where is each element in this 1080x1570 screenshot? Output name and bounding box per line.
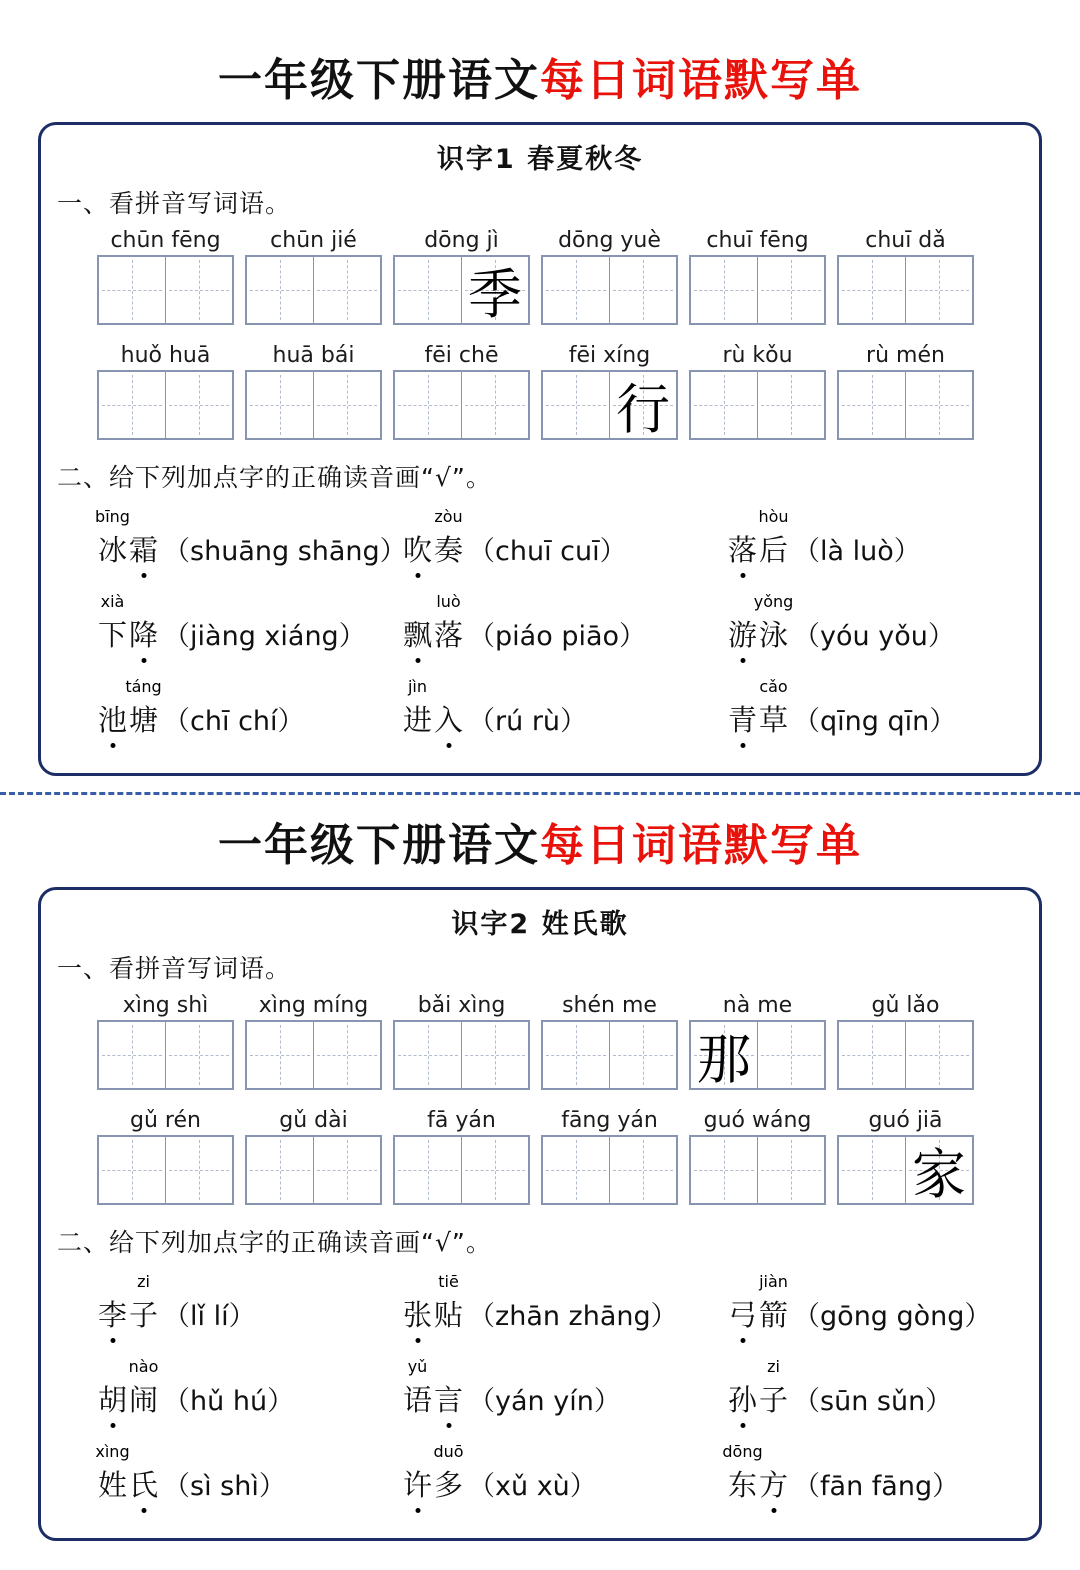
emphasis-dot xyxy=(740,658,745,663)
task-2-label: 二、给下列加点字的正确读音画“√”。 xyxy=(57,1228,492,1257)
word-char xyxy=(402,1293,433,1334)
grid-cell[interactable] xyxy=(543,257,610,323)
pronunciation-options: （xǔ xù） xyxy=(468,1471,597,1502)
pinyin-label: xìng shì xyxy=(122,993,209,1018)
emphasis-dot xyxy=(771,1508,776,1513)
pinyin-label: guó wáng xyxy=(703,1108,812,1133)
word xyxy=(402,592,464,654)
grid-cell[interactable] xyxy=(839,372,906,438)
char-text: 落 xyxy=(728,533,758,567)
choice-item[interactable] xyxy=(727,672,983,757)
char-text: 方 xyxy=(759,1468,789,1502)
char-text: 胡 xyxy=(98,1383,128,1417)
pronunciation-options: （lǐ lí） xyxy=(163,1301,256,1332)
char-text: 多 xyxy=(434,1468,464,1502)
pinyin-annotation: hòu xyxy=(758,507,789,526)
worksheet-root xyxy=(0,44,1080,1541)
grid-cell[interactable] xyxy=(462,1022,528,1088)
word xyxy=(97,1272,159,1334)
pinyin-label: dōng yuè xyxy=(558,228,661,253)
pronunciation-options: （là luò） xyxy=(793,536,921,567)
char-text: 言 xyxy=(434,1383,464,1417)
word-char xyxy=(433,1378,464,1419)
emphasis-dot xyxy=(740,743,745,748)
writing-grid xyxy=(245,1135,382,1205)
grid-cell[interactable] xyxy=(166,257,232,323)
word-char xyxy=(128,1463,159,1504)
char-text: 池 xyxy=(98,703,128,737)
pinyin-label: bǎi xìng xyxy=(417,993,506,1018)
char-text: 东 xyxy=(728,1468,758,1502)
pronunciation-options: （zhān zhāng） xyxy=(468,1301,678,1332)
pinyin-label: gǔ dài xyxy=(279,1108,348,1133)
grid-cell[interactable] xyxy=(543,372,610,438)
grid-cell[interactable] xyxy=(758,1137,824,1203)
pinyin-annotation: jìn xyxy=(407,677,428,696)
char-text: 氏 xyxy=(129,1468,159,1502)
pronunciation-options: （yóu yǒu） xyxy=(793,621,955,652)
grid-cell[interactable] xyxy=(314,372,380,438)
pinyin-label: chūn jié xyxy=(270,228,357,253)
word xyxy=(97,1357,159,1419)
char-text: 冰 xyxy=(98,533,128,567)
char-text: 塘 xyxy=(129,703,159,737)
word xyxy=(95,1442,159,1504)
word-char xyxy=(125,677,162,739)
pinyin-label: huā bái xyxy=(272,343,355,368)
pinyin-label: nà me xyxy=(722,993,793,1018)
worksheet-panel xyxy=(38,887,1042,1541)
char-text: 泳 xyxy=(759,618,789,652)
pinyin-row xyxy=(97,1108,983,1133)
pinyin-annotation: zòu xyxy=(434,507,463,526)
word xyxy=(722,1442,789,1504)
pinyin-annotation: cǎo xyxy=(759,677,788,696)
grid-cell[interactable] xyxy=(610,257,676,323)
word-char xyxy=(727,698,758,739)
title-text-black: 一年级下册语文 xyxy=(218,55,540,106)
writing-grid xyxy=(393,1135,530,1205)
pinyin-label: gǔ rén xyxy=(130,1108,201,1133)
writing-grid xyxy=(393,255,530,325)
choice-item[interactable] xyxy=(402,502,727,587)
emphasis-dot xyxy=(740,1338,745,1343)
char-text: 落 xyxy=(434,618,464,652)
grid-cell[interactable] xyxy=(691,1022,758,1091)
grid-cell[interactable] xyxy=(166,1137,232,1203)
writing-grid xyxy=(97,1020,234,1090)
pinyin-label: fā yán xyxy=(427,1108,496,1133)
writing-grid xyxy=(541,1020,678,1090)
emphasis-dot xyxy=(110,1423,115,1428)
writing-grid-row xyxy=(97,370,983,440)
pronunciation-options: （rú rù） xyxy=(468,706,588,737)
char-text: 入 xyxy=(434,703,464,737)
title-text-red: 每日词语默写单 xyxy=(540,55,862,106)
writing-grid xyxy=(97,1135,234,1205)
char-text: 张 xyxy=(403,1298,433,1332)
char-text: 霜 xyxy=(129,533,159,567)
pinyin-label: rù mén xyxy=(866,343,945,368)
choice-grid xyxy=(95,1267,992,1522)
grid-cell[interactable] xyxy=(166,1022,232,1088)
word-char xyxy=(128,1272,159,1334)
grid-cell[interactable] xyxy=(314,257,380,323)
pinyin-label: gǔ lǎo xyxy=(871,993,940,1018)
pinyin-label: chuī dǎ xyxy=(865,228,946,253)
char-text: 许 xyxy=(403,1468,433,1502)
choice-item[interactable] xyxy=(97,587,402,672)
word-char xyxy=(128,528,159,569)
pronunciation-options: （gōng gòng） xyxy=(793,1301,992,1332)
word xyxy=(727,1272,789,1334)
word-char xyxy=(433,1272,464,1334)
choice-item[interactable] xyxy=(97,1352,402,1437)
pinyin-label: rù kǒu xyxy=(722,343,793,368)
emphasis-dot xyxy=(110,1338,115,1343)
word xyxy=(727,507,789,569)
grid-cell[interactable] xyxy=(610,372,676,441)
grid-cell[interactable] xyxy=(610,1022,676,1088)
writing-grid xyxy=(837,1020,974,1090)
pinyin-annotation: bīng xyxy=(95,507,130,526)
grid-cell[interactable] xyxy=(543,1137,610,1203)
grid-cell[interactable] xyxy=(395,257,462,323)
emphasis-dot xyxy=(740,573,745,578)
word-char xyxy=(97,1293,128,1334)
word xyxy=(727,1357,789,1419)
lesson-title: 识字1 春夏秋冬 xyxy=(436,144,644,175)
writing-grid xyxy=(245,370,382,440)
pinyin-annotation: luò xyxy=(436,592,461,611)
pinyin-label: huǒ huā xyxy=(120,343,211,368)
word-char xyxy=(433,507,464,569)
word-char xyxy=(433,698,464,739)
grid-cell[interactable] xyxy=(247,1137,314,1203)
char-text: 子 xyxy=(759,1383,789,1417)
pinyin-label: fāng yán xyxy=(561,1108,658,1133)
word-char xyxy=(402,1357,433,1419)
pinyin-label: fēi xíng xyxy=(568,343,651,368)
grid-cell[interactable] xyxy=(314,1022,380,1088)
choice-item[interactable] xyxy=(95,502,407,587)
pinyin-annotation: zi xyxy=(137,1272,150,1291)
char-text: 飘 xyxy=(403,618,433,652)
word xyxy=(95,507,159,569)
answer-char: 季 xyxy=(468,262,522,326)
lesson-title: 识字2 姓氏歌 xyxy=(451,909,629,940)
choice-item[interactable] xyxy=(722,1437,991,1522)
pronunciation-options: （sì shì） xyxy=(163,1471,286,1502)
choice-item[interactable] xyxy=(402,1267,727,1352)
choice-item[interactable] xyxy=(97,1267,402,1352)
choice-item[interactable] xyxy=(402,672,727,757)
grid-cell[interactable] xyxy=(462,372,528,438)
pronunciation-options: （fān fāng） xyxy=(793,1471,960,1502)
writing-grid xyxy=(245,255,382,325)
word-char xyxy=(97,1378,128,1419)
writing-grid-row xyxy=(97,255,983,325)
pronunciation-options: （hǔ hú） xyxy=(163,1386,295,1417)
grid-cell[interactable] xyxy=(314,1137,380,1203)
task-2-label: 二、给下列加点字的正确读音画“√”。 xyxy=(57,463,492,492)
choice-item[interactable] xyxy=(97,1437,402,1522)
emphasis-dot xyxy=(141,658,146,663)
writing-grid xyxy=(689,255,826,325)
word xyxy=(402,1442,464,1504)
page-title xyxy=(0,44,1080,108)
word-char xyxy=(727,528,758,569)
grid-cell[interactable] xyxy=(906,372,972,438)
word-char xyxy=(758,1272,789,1334)
char-text: 语 xyxy=(403,1383,433,1417)
writing-grid xyxy=(541,370,678,440)
pinyin-annotation: duō xyxy=(433,1442,464,1461)
emphasis-dot xyxy=(415,1508,420,1513)
word xyxy=(402,507,464,569)
word-char xyxy=(727,613,758,654)
word xyxy=(402,1272,464,1334)
grid-cell[interactable] xyxy=(906,257,972,323)
pronunciation-options: （sūn sǔn） xyxy=(793,1386,953,1417)
char-text: 箭 xyxy=(759,1298,789,1332)
title-text-red: 每日词语默写单 xyxy=(540,820,862,871)
word xyxy=(727,677,789,739)
page-separator xyxy=(0,792,1080,795)
worksheet-panel xyxy=(38,122,1042,776)
writing-grid xyxy=(837,370,974,440)
grid-cell[interactable] xyxy=(166,372,232,438)
char-text: 游 xyxy=(728,618,758,652)
char-text: 子 xyxy=(129,1298,159,1332)
grid-cell[interactable] xyxy=(543,1022,610,1088)
word-char xyxy=(727,1378,758,1419)
writing-grid xyxy=(689,370,826,440)
emphasis-dot xyxy=(141,573,146,578)
char-text: 贴 xyxy=(434,1298,464,1332)
choice-item[interactable] xyxy=(402,1437,727,1522)
word-char xyxy=(758,1357,789,1419)
pinyin-annotation: jiàn xyxy=(759,1272,788,1291)
grid-cell[interactable] xyxy=(462,1137,528,1203)
writing-grid xyxy=(393,1020,530,1090)
task-1-label: 一、看拼音写词语。 xyxy=(57,954,292,983)
grid-cell[interactable] xyxy=(99,372,166,438)
worksheet-page-1 xyxy=(0,44,1080,776)
grid-cell[interactable] xyxy=(758,372,824,438)
grid-cell[interactable] xyxy=(610,1137,676,1203)
pinyin-annotation: xìng xyxy=(95,1442,130,1461)
grid-cell[interactable] xyxy=(691,1137,758,1203)
pronunciation-options: （qīng qīn） xyxy=(793,706,957,737)
pronunciation-options: （piáo piāo） xyxy=(468,621,647,652)
word-char xyxy=(402,613,433,654)
emphasis-dot xyxy=(415,1338,420,1343)
pronunciation-options: （yán yín） xyxy=(468,1386,621,1417)
writing-grid xyxy=(245,1020,382,1090)
emphasis-dot xyxy=(415,573,420,578)
word-char xyxy=(95,1442,130,1504)
word-char xyxy=(97,698,128,739)
word-char xyxy=(402,528,433,569)
grid-cell[interactable] xyxy=(99,257,166,323)
pinyin-label: fēi chē xyxy=(424,343,499,368)
pinyin-row xyxy=(97,343,983,368)
word-char xyxy=(753,592,794,654)
char-text: 吹 xyxy=(403,533,433,567)
writing-grid xyxy=(837,1135,974,1205)
grid-cell[interactable] xyxy=(691,257,758,323)
char-text: 草 xyxy=(759,703,789,737)
char-text: 弓 xyxy=(728,1298,758,1332)
writing-grid xyxy=(837,255,974,325)
pinyin-label: dōng jì xyxy=(424,228,499,253)
answer-char: 那 xyxy=(697,1027,751,1091)
pinyin-annotation: yǒng xyxy=(753,592,794,611)
grid-cell[interactable] xyxy=(99,1137,166,1203)
char-text: 进 xyxy=(403,703,433,737)
pinyin-annotation: zi xyxy=(767,1357,780,1376)
grid-cell[interactable] xyxy=(395,1022,462,1088)
pinyin-label: shén me xyxy=(562,993,657,1018)
choice-item[interactable] xyxy=(402,1352,727,1437)
pinyin-annotation: xià xyxy=(100,592,125,611)
choice-item[interactable] xyxy=(97,672,402,757)
pinyin-label: guó jiā xyxy=(868,1108,943,1133)
pinyin-annotation: táng xyxy=(125,677,162,696)
pinyin-annotation: tiē xyxy=(438,1272,459,1291)
word-char xyxy=(758,507,789,569)
word xyxy=(97,592,159,654)
title-text-black: 一年级下册语文 xyxy=(218,820,540,871)
choice-item[interactable] xyxy=(727,502,983,587)
char-text: 青 xyxy=(728,703,758,737)
pinyin-annotation: nào xyxy=(128,1357,159,1376)
grid-cell[interactable] xyxy=(395,1137,462,1203)
grid-cell[interactable] xyxy=(247,372,314,438)
word-char xyxy=(402,677,433,739)
writing-grid xyxy=(541,255,678,325)
grid-cell[interactable] xyxy=(247,257,314,323)
emphasis-dot xyxy=(141,1508,146,1513)
pinyin-row xyxy=(97,993,983,1018)
grid-cell[interactable] xyxy=(906,1022,972,1088)
char-text: 闹 xyxy=(129,1383,159,1417)
writing-grid xyxy=(689,1135,826,1205)
pinyin-annotation: dōng xyxy=(722,1442,763,1461)
word xyxy=(402,677,464,739)
task-1-label: 一、看拼音写词语。 xyxy=(57,189,292,218)
pinyin-label: chuī fēng xyxy=(706,228,809,253)
word-char xyxy=(97,592,128,654)
grid-cell[interactable] xyxy=(758,257,824,323)
writing-grid xyxy=(393,370,530,440)
grid-cell[interactable] xyxy=(839,1137,906,1203)
grid-cell[interactable] xyxy=(839,1022,906,1088)
pronunciation-options: （chī chí） xyxy=(163,706,305,737)
word-char xyxy=(402,1463,433,1504)
emphasis-dot xyxy=(415,658,420,663)
grid-cell[interactable] xyxy=(99,1022,166,1088)
word xyxy=(402,1357,464,1419)
grid-cell[interactable] xyxy=(247,1022,314,1088)
page-title xyxy=(0,809,1080,873)
word xyxy=(727,592,794,654)
answer-char: 行 xyxy=(616,377,670,441)
word-char xyxy=(128,1357,159,1419)
pinyin-label: xìng míng xyxy=(258,993,369,1018)
emphasis-dot xyxy=(110,743,115,748)
char-text: 奏 xyxy=(434,533,464,567)
writing-grid xyxy=(97,255,234,325)
choice-grid xyxy=(97,502,983,757)
char-text: 降 xyxy=(129,618,159,652)
writing-grid xyxy=(97,370,234,440)
grid-cell[interactable] xyxy=(839,257,906,323)
char-text: 姓 xyxy=(98,1468,128,1502)
word-char xyxy=(758,677,789,739)
grid-cell[interactable] xyxy=(906,1137,972,1206)
worksheet-page-2 xyxy=(0,809,1080,1541)
writing-grid xyxy=(541,1135,678,1205)
writing-grid-row xyxy=(97,1020,983,1090)
char-text: 李 xyxy=(98,1298,128,1332)
emphasis-dot xyxy=(740,1423,745,1428)
char-text: 下 xyxy=(98,618,128,652)
pronunciation-options: （jiàng xiáng） xyxy=(163,621,366,652)
choice-item[interactable] xyxy=(727,1352,991,1437)
pronunciation-options: （chuī cuī） xyxy=(468,536,627,567)
choice-item[interactable] xyxy=(727,1267,991,1352)
choice-item[interactable] xyxy=(402,587,727,672)
writing-grid xyxy=(689,1020,826,1090)
word xyxy=(97,677,162,739)
emphasis-dot xyxy=(446,743,451,748)
pinyin-annotation: yǔ xyxy=(407,1357,428,1376)
word-char xyxy=(128,613,159,654)
pronunciation-options: （shuāng shāng） xyxy=(163,536,407,567)
grid-cell[interactable] xyxy=(395,372,462,438)
char-text: 孙 xyxy=(728,1383,758,1417)
word-char xyxy=(433,1442,464,1504)
answer-char: 家 xyxy=(912,1142,966,1206)
grid-cell[interactable] xyxy=(691,372,758,438)
pinyin-label: chūn fēng xyxy=(110,228,221,253)
choice-item[interactable] xyxy=(727,587,983,672)
word-char xyxy=(95,507,130,569)
word-char xyxy=(727,1293,758,1334)
emphasis-dot xyxy=(446,1423,451,1428)
grid-cell[interactable] xyxy=(462,257,528,326)
word-char xyxy=(758,1463,789,1504)
pinyin-row xyxy=(97,228,983,253)
char-text: 后 xyxy=(759,533,789,567)
grid-cell[interactable] xyxy=(758,1022,824,1088)
word-char xyxy=(433,592,464,654)
word-char xyxy=(722,1442,763,1504)
writing-grid-row xyxy=(97,1135,983,1205)
